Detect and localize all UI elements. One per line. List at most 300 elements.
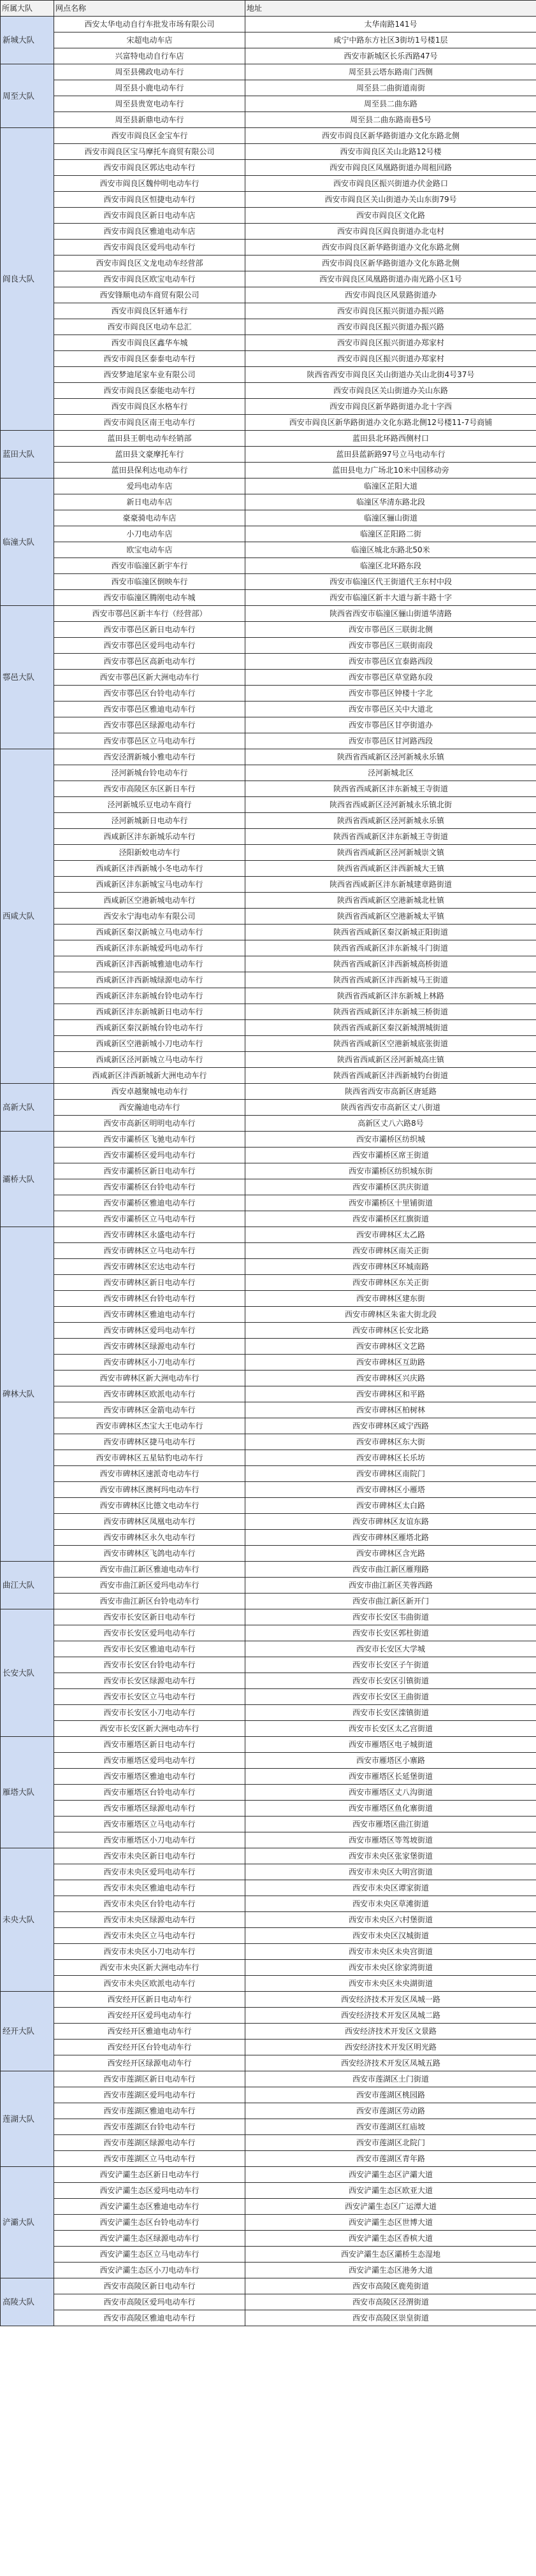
table-row — [1, 176, 536, 192]
table-row — [1, 1960, 536, 1976]
outlet-name-cell: 西安锋顺电动车商贸有限公司 — [54, 287, 245, 303]
address-cell: 西安浐灞生态区浐灞大道 — [245, 2167, 536, 2183]
table-row — [1, 2294, 536, 2310]
address-cell: 西安市未央区未央宫街道 — [245, 1944, 536, 1960]
outlet-name-cell: 泾河新城新日电动车行 — [54, 813, 245, 829]
address-cell: 陕西省西咸新区泾河新城崇文镇 — [245, 845, 536, 861]
address-cell: 西安市高陵区崇皇街道 — [245, 2310, 536, 2326]
address-cell: 蓝田县蓝新路97号立马电动车行 — [245, 447, 536, 463]
table-row — [1, 893, 536, 909]
address-cell: 陕西省西安市高新区丈八街道 — [245, 1100, 536, 1116]
outlet-name-cell: 西咸新区空港新城小刀电动车行 — [54, 1036, 245, 1052]
outlet-name-cell: 西安经开区台铃电动车行 — [54, 2040, 245, 2055]
address-cell: 西安浐灞生态区世博大道 — [245, 2215, 536, 2231]
outlet-name-cell: 西安市长安区小刀电动车行 — [54, 1705, 245, 1721]
table-row — [1, 1323, 536, 1339]
address-cell: 西安市碑林区含光路 — [245, 1546, 536, 1562]
table-row — [1, 925, 536, 940]
brigade-cell: 西咸大队 — [1, 749, 54, 1084]
table-row — [1, 510, 536, 526]
table-row — [1, 558, 536, 574]
header-address: 地址 — [245, 1, 536, 17]
outlet-name-cell: 西安市阎良区电动车总汇 — [54, 319, 245, 335]
outlet-name-cell: 西安市碑林区捷马电动车行 — [54, 1434, 245, 1450]
address-cell: 高新区丈八六路8号 — [245, 1116, 536, 1132]
outlet-name-cell: 豪豪骑电动车店 — [54, 510, 245, 526]
outlet-name-cell: 西安市碑林区飞鸽电动车行 — [54, 1546, 245, 1562]
outlet-name-cell: 西安市碑林区比德文电动车行 — [54, 1498, 245, 1514]
table-row — [1, 1195, 536, 1211]
address-cell: 西安市碑林区友谊东路 — [245, 1514, 536, 1530]
table-row — [1, 972, 536, 988]
table-row — [1, 1832, 536, 1848]
address-cell: 周至县云塔东路南门西侧 — [245, 64, 536, 80]
outlet-name-cell: 西安瀚迪电动车行 — [54, 1100, 245, 1116]
outlet-name-cell: 泾河新城乐豆电动车商行 — [54, 797, 245, 813]
outlet-name-cell: 西安市鄠邑区雅迪电动车行 — [54, 702, 245, 717]
outlet-name-cell: 西安市鄠邑区爱玛电动车行 — [54, 638, 245, 654]
address-cell: 西安市高陵区鹿苑街道 — [245, 2278, 536, 2294]
table-row — [1, 431, 536, 447]
address-cell: 陕西省西咸新区空港新城底张街道 — [245, 1036, 536, 1052]
address-cell: 西安市阎良区关山街道办关山东路 — [245, 383, 536, 399]
address-cell: 西安市临潼区新丰大道与新丰路十字 — [245, 590, 536, 606]
address-cell: 西安市雁塔区丈八沟街道 — [245, 1785, 536, 1801]
outlet-name-cell: 西安市长安区绿源电动车行 — [54, 1673, 245, 1689]
address-cell: 西安市雁塔区电子城街道 — [245, 1737, 536, 1753]
address-cell: 西安市阎良区凤凰路街道办南光路小区1号 — [245, 271, 536, 287]
table-body — [1, 17, 536, 2326]
brigade-cell: 碑林大队 — [1, 1227, 54, 1562]
outlet-name-cell: 西安市鄠邑区高新电动车行 — [54, 654, 245, 670]
outlet-name-cell: 欧宝电动车店 — [54, 542, 245, 558]
table-row — [1, 765, 536, 781]
table-row — [1, 303, 536, 319]
table-row — [1, 1609, 536, 1625]
table-row — [1, 1052, 536, 1068]
address-cell: 西安市鄠邑区甘亭街道办 — [245, 717, 536, 733]
table-row — [1, 1641, 536, 1657]
outlet-name-cell: 西咸新区沣东新城爱玛电动车行 — [54, 940, 245, 956]
address-cell: 西安市阎良区振兴街道办伏金路口 — [245, 176, 536, 192]
outlet-name-cell: 西安市碑林区永盛电动车行 — [54, 1227, 245, 1243]
address-cell: 西安市未央区六村堡街道 — [245, 1912, 536, 1928]
address-cell: 西安市阎良区新华路街道办文化东路北侧 — [245, 128, 536, 144]
address-cell: 陕西省西咸新区空港新城太平镇 — [245, 909, 536, 925]
outlet-name-cell: 西安市碑林区杰宝大王电动车行 — [54, 1418, 245, 1434]
outlet-name-cell: 西安市灞桥区爱玛电动车行 — [54, 1148, 245, 1163]
table-row — [1, 2024, 536, 2040]
address-cell: 陕西省西咸新区秦汉新城正阳街道 — [245, 925, 536, 940]
outlet-name-cell: 西安市碑林区绿源电动车行 — [54, 1339, 245, 1355]
brigade-cell: 临潼大队 — [1, 479, 54, 606]
outlet-name-cell: 西安永宁海电动车有限公司 — [54, 909, 245, 925]
outlet-name-cell: 西安经开区绿源电动车行 — [54, 2055, 245, 2071]
table-row — [1, 1530, 536, 1546]
outlet-name-cell: 西安市临潼区新宇车行 — [54, 558, 245, 574]
address-cell: 陕西省西咸新区沣西新城马王街道 — [245, 972, 536, 988]
address-cell: 西安市阎良区振兴街道办振兴路 — [245, 303, 536, 319]
address-cell: 西安经济技术开发区明光路 — [245, 2040, 536, 2055]
outlet-name-cell: 小刀电动车店 — [54, 526, 245, 542]
address-cell: 西安市长安区子午街道 — [245, 1657, 536, 1673]
address-cell: 临潼区华清东路北段 — [245, 494, 536, 510]
address-cell: 陕西省西咸新区泾河新城永乐镇 — [245, 749, 536, 765]
outlet-name-cell: 周至县贵宽电动车行 — [54, 96, 245, 112]
address-cell: 西安市灞桥区红旗街道 — [245, 1211, 536, 1227]
address-cell: 西安浐灞生态区灞桥生态湿地 — [245, 2247, 536, 2263]
outlet-name-cell: 西安浐灞生态区小刀电动车行 — [54, 2263, 245, 2278]
outlet-name-cell: 西安市阎良区欧宝电动车行 — [54, 271, 245, 287]
table-row — [1, 1880, 536, 1896]
outlet-name-cell: 西安市雁塔区爱玛电动车行 — [54, 1753, 245, 1769]
address-cell: 西安市阎良区风景路街道办 — [245, 287, 536, 303]
address-cell: 陕西省西咸新区沣东新城三桥街道 — [245, 1004, 536, 1020]
table-row — [1, 1466, 536, 1482]
table-row — [1, 1594, 536, 1609]
table-row — [1, 590, 536, 606]
outlet-name-cell: 西安市雁塔区绿源电动车行 — [54, 1801, 245, 1817]
table-row — [1, 1227, 536, 1243]
table-row — [1, 48, 536, 64]
table-row — [1, 1402, 536, 1418]
address-cell: 周至县二曲东路 — [245, 96, 536, 112]
table-header-row — [1, 1, 536, 17]
table-row — [1, 1673, 536, 1689]
address-cell: 西安市碑林区兴庆路 — [245, 1371, 536, 1386]
address-cell: 西安市灞桥区十里铺街道 — [245, 1195, 536, 1211]
brigade-cell: 浐灞大队 — [1, 2167, 54, 2278]
outlet-name-cell: 西安市未央区立马电动车行 — [54, 1928, 245, 1944]
table-row — [1, 686, 536, 702]
table-row — [1, 1100, 536, 1116]
outlet-name-cell: 西安市碑林区永久电动车行 — [54, 1530, 245, 1546]
address-cell: 西安市灞桥区洪庆街道 — [245, 1179, 536, 1195]
table-row — [1, 2263, 536, 2278]
table-row — [1, 494, 536, 510]
table-row — [1, 1992, 536, 2008]
address-cell: 西安市阎良区新华路街道办文化东路北侧12号楼11-7号商铺 — [245, 415, 536, 431]
table-row — [1, 1944, 536, 1960]
table-row — [1, 654, 536, 670]
table-row — [1, 447, 536, 463]
outlet-name-cell: 西安市阎良区南王电动车行 — [54, 415, 245, 431]
address-cell: 西安经济技术开发区文景路 — [245, 2024, 536, 2040]
table-row — [1, 1116, 536, 1132]
address-cell: 西安市曲江新区雁翔路 — [245, 1562, 536, 1578]
outlet-name-cell: 西安市雁塔区雅迪电动车行 — [54, 1769, 245, 1785]
table-row — [1, 1291, 536, 1307]
address-cell: 西安经济技术开发区凤城一路 — [245, 1992, 536, 2008]
address-cell: 西安市碑林区长乐坊 — [245, 1450, 536, 1466]
table-row — [1, 749, 536, 765]
table-row — [1, 2119, 536, 2135]
brigade-cell: 经开大队 — [1, 1992, 54, 2071]
table-row — [1, 1084, 536, 1100]
table-row — [1, 479, 536, 494]
table-row — [1, 2151, 536, 2167]
table-row — [1, 2215, 536, 2231]
table-row — [1, 351, 536, 367]
outlet-name-cell: 西安浐灞生态区绿源电动车行 — [54, 2231, 245, 2247]
table-row — [1, 64, 536, 80]
outlet-name-cell: 西咸新区沣西新城新大洲电动车行 — [54, 1068, 245, 1084]
address-cell: 西安市灞桥区纺织城 — [245, 1132, 536, 1148]
address-cell: 西安市阎良区振兴街道办郑家村 — [245, 351, 536, 367]
outlet-name-cell: 西安市高陵区雅迪电动车行 — [54, 2310, 245, 2326]
address-cell: 西安市雁塔区长延堡街道 — [245, 1769, 536, 1785]
outlet-name-cell: 西安市雁塔区新日电动车行 — [54, 1737, 245, 1753]
outlet-name-cell: 周至县小鹿电动车行 — [54, 80, 245, 96]
table-row — [1, 1259, 536, 1275]
address-cell: 西安市长安区韦曲街道 — [245, 1609, 536, 1625]
address-cell: 临潼区骊山街道 — [245, 510, 536, 526]
address-cell: 西安市碑林区互助路 — [245, 1355, 536, 1371]
outlet-name-cell: 西安市阎良区爱玛电动车行 — [54, 240, 245, 255]
address-cell: 陕西省西安市阎良区关山街道办关山北街4号37号 — [245, 367, 536, 383]
outlet-name-cell: 西安市碑林区小刀电动车行 — [54, 1355, 245, 1371]
address-cell: 陕西省西咸新区沣东新城上林路 — [245, 988, 536, 1004]
table-row — [1, 574, 536, 590]
address-cell: 陕西省西咸新区沣西新城高桥街道 — [245, 956, 536, 972]
address-cell: 西安市碑林区太乙路 — [245, 1227, 536, 1243]
brigade-cell: 曲江大队 — [1, 1562, 54, 1609]
outlet-name-cell: 西安市临潼区倒映车行 — [54, 574, 245, 590]
address-cell: 陕西省西咸新区沣东新城斗门街道 — [245, 940, 536, 956]
table-row — [1, 271, 536, 287]
table-row — [1, 463, 536, 479]
address-cell: 西安市碑林区小雁塔 — [245, 1482, 536, 1498]
outlet-name-cell: 西安市莲湖区爱玛电动车行 — [54, 2087, 245, 2103]
table-row — [1, 1275, 536, 1291]
table-row — [1, 1864, 536, 1880]
address-cell: 西安市碑林区南关正街 — [245, 1243, 536, 1259]
address-cell: 西安市鄠邑区甘河路西段 — [245, 733, 536, 749]
outlet-name-cell: 西安市莲湖区雅迪电动车行 — [54, 2103, 245, 2119]
table-row — [1, 1068, 536, 1084]
outlet-name-cell: 西安市碑林区宏达电动车行 — [54, 1259, 245, 1275]
address-cell: 西安市阎良区振兴街道办振兴路 — [245, 319, 536, 335]
table-row — [1, 144, 536, 160]
table-row — [1, 542, 536, 558]
address-cell: 西安市莲湖区青年路 — [245, 2151, 536, 2167]
outlet-name-cell: 西安市阎良区泰能电动车行 — [54, 383, 245, 399]
table-row — [1, 1355, 536, 1371]
brigade-cell: 莲湖大队 — [1, 2071, 54, 2167]
outlet-name-cell: 西安市未央区欧派电动车行 — [54, 1976, 245, 1992]
address-cell: 西安市鄠邑区宜泰路西段 — [245, 654, 536, 670]
address-cell: 西安市碑林区咸宁西路 — [245, 1418, 536, 1434]
table-row — [1, 2055, 536, 2071]
address-cell: 临潼区北环路东段 — [245, 558, 536, 574]
table-row — [1, 1036, 536, 1052]
table-row — [1, 622, 536, 638]
brigade-cell: 新城大队 — [1, 17, 54, 64]
outlet-name-cell: 西安市碑林区澳柯玛电动车行 — [54, 1482, 245, 1498]
table-row — [1, 1498, 536, 1514]
table-row — [1, 96, 536, 112]
table-row — [1, 335, 536, 351]
address-cell: 西安市未央区张家堡街道 — [245, 1848, 536, 1864]
outlet-name-cell: 西咸新区沣东新城乐动车行 — [54, 829, 245, 845]
outlet-name-cell: 西咸新区秦汉新城台铃电动车行 — [54, 1020, 245, 1036]
table-row — [1, 2199, 536, 2215]
outlet-name-cell: 西安市鄠邑区台铃电动车行 — [54, 686, 245, 702]
address-cell: 西安市长安区大学城 — [245, 1641, 536, 1657]
table-row — [1, 845, 536, 861]
outlet-name-cell: 西安市曲江新区台铃电动车行 — [54, 1594, 245, 1609]
outlet-name-cell: 西安市碑林区新日电动车行 — [54, 1275, 245, 1291]
table-row — [1, 17, 536, 32]
address-cell: 西安市碑林区环城南路 — [245, 1259, 536, 1275]
outlet-name-cell: 西咸新区沣东新城宝马电动车行 — [54, 877, 245, 893]
outlet-name-cell: 西安市曲江新区爱玛电动车行 — [54, 1578, 245, 1594]
table-row — [1, 1817, 536, 1832]
address-cell: 西安市鄠邑区钟楼十字北 — [245, 686, 536, 702]
table-row — [1, 2310, 536, 2326]
address-cell: 西安市阎良区振兴街道办郑家村 — [245, 335, 536, 351]
table-row — [1, 1769, 536, 1785]
table-row — [1, 1243, 536, 1259]
outlet-name-cell: 西安市碑林区雅迪电动车行 — [54, 1307, 245, 1323]
table-row — [1, 2135, 536, 2151]
outlet-name-cell: 西安市鄠邑区立马电动车行 — [54, 733, 245, 749]
outlet-name-cell: 西安市莲湖区绿源电动车行 — [54, 2135, 245, 2151]
table-row — [1, 415, 536, 431]
table-row — [1, 1434, 536, 1450]
outlet-name-cell: 蓝田县文豪摩托车行 — [54, 447, 245, 463]
address-cell: 西安市长安区引镇街道 — [245, 1673, 536, 1689]
table-row — [1, 813, 536, 829]
table-row — [1, 1418, 536, 1434]
table-row — [1, 383, 536, 399]
table-row — [1, 1753, 536, 1769]
outlet-name-cell: 西安市高陵区新日电动车行 — [54, 2278, 245, 2294]
outlet-name-cell: 西安市曲江新区雅迪电动车行 — [54, 1562, 245, 1578]
outlet-name-cell: 西咸新区秦汉新城立马电动车行 — [54, 925, 245, 940]
address-cell: 西安市鄠邑区三联街南段 — [245, 638, 536, 654]
outlet-name-cell: 西安市阎良区恒捷电动车行 — [54, 192, 245, 208]
address-cell: 临潼区芷阳路二街 — [245, 526, 536, 542]
address-cell: 西安市碑林区长安北路 — [245, 1323, 536, 1339]
address-cell: 陕西省西咸新区泾河新城永乐镇 — [245, 813, 536, 829]
brigade-cell: 阎良大队 — [1, 128, 54, 431]
brigade-cell: 周至大队 — [1, 64, 54, 128]
table-row — [1, 1339, 536, 1355]
address-cell: 西安浐灞生态区港务大道 — [245, 2263, 536, 2278]
table-row — [1, 2103, 536, 2119]
table-row — [1, 2087, 536, 2103]
table-row — [1, 1482, 536, 1498]
table-row — [1, 1721, 536, 1737]
header-outlet-name: 网点名称 — [54, 1, 245, 17]
address-cell: 西安市阎良区文化路 — [245, 208, 536, 224]
address-cell: 西安市碑林区柏树林 — [245, 1402, 536, 1418]
address-cell: 咸宁中路东方社区3街坊1号楼1层 — [245, 32, 536, 48]
outlet-name-cell: 西咸新区沣东新城台铃电动车行 — [54, 988, 245, 1004]
outlet-name-cell: 西安经开区爱玛电动车行 — [54, 2008, 245, 2024]
outlet-name-cell: 西安市碑林区台铃电动车行 — [54, 1291, 245, 1307]
address-cell: 西安市阎良区阎良街道办北屯村 — [245, 224, 536, 240]
outlet-name-cell: 西咸新区沣东新城新日电动车行 — [54, 1004, 245, 1020]
outlet-name-cell: 爱玛电动车店 — [54, 479, 245, 494]
outlet-name-cell: 西安市莲湖区新日电动车行 — [54, 2071, 245, 2087]
table-row — [1, 1450, 536, 1466]
address-cell: 西安市未央区大明宫街道 — [245, 1864, 536, 1880]
address-cell: 西安市未央区徐家湾街道 — [245, 1960, 536, 1976]
address-cell: 临潼区芷阳大道 — [245, 479, 536, 494]
table-row — [1, 160, 536, 176]
table-row — [1, 1020, 536, 1036]
address-cell: 西安市鄠邑区关中大道北 — [245, 702, 536, 717]
table-row — [1, 1578, 536, 1594]
address-cell: 西安市鄠邑区三联街北侧 — [245, 622, 536, 638]
table-row — [1, 224, 536, 240]
table-row — [1, 2167, 536, 2183]
address-cell: 西安市阎良区凤凰路街道办周租回路 — [245, 160, 536, 176]
outlet-name-cell: 西咸新区沣西新城雅迪电动车行 — [54, 956, 245, 972]
address-cell: 西安市长安区滦镇街道 — [245, 1705, 536, 1721]
table-row — [1, 2247, 536, 2263]
address-cell: 西安浐灞生态区香槟大道 — [245, 2231, 536, 2247]
table-row — [1, 1705, 536, 1721]
address-cell: 西安市未央区汉城街道 — [245, 1928, 536, 1944]
table-row — [1, 670, 536, 686]
address-cell: 陕西省西咸新区沣西新城钓台街道 — [245, 1068, 536, 1084]
outlet-name-cell: 西安市阎良区雅迪电动车店 — [54, 224, 245, 240]
address-cell: 西安经济技术开发区凤城五路 — [245, 2055, 536, 2071]
address-cell: 蓝田县北环路西侧村口 — [245, 431, 536, 447]
address-cell: 西安市碑林区东关正街 — [245, 1275, 536, 1291]
table-row — [1, 988, 536, 1004]
address-cell: 西安市新城区长乐西路47号 — [245, 48, 536, 64]
outlet-name-cell: 西安市鄠邑区绿源电动车行 — [54, 717, 245, 733]
address-cell: 西安市雁塔区鱼化寨街道 — [245, 1801, 536, 1817]
address-cell: 西安市碑林区太白路 — [245, 1498, 536, 1514]
table-row — [1, 877, 536, 893]
address-cell: 西安市未央区未央湖街道 — [245, 1976, 536, 1992]
table-row — [1, 702, 536, 717]
table-row — [1, 2008, 536, 2024]
address-cell: 西安市未央区草滩街道 — [245, 1896, 536, 1912]
outlet-name-cell: 西安市未央区台铃电动车行 — [54, 1896, 245, 1912]
table-row — [1, 1148, 536, 1163]
outlet-name-cell: 西安市长安区爱玛电动车行 — [54, 1625, 245, 1641]
address-cell: 西安市莲湖区劳动路 — [245, 2103, 536, 2119]
outlet-name-cell: 西安市高陵区爱玛电动车行 — [54, 2294, 245, 2310]
address-cell: 西安市碑林区雁塔北路 — [245, 1530, 536, 1546]
outlet-name-cell: 西安市碑林区欧派电动车行 — [54, 1386, 245, 1402]
outlet-name-cell: 西安市未央区新大洲电动车行 — [54, 1960, 245, 1976]
outlet-name-cell: 西安浐灞生态区台铃电动车行 — [54, 2215, 245, 2231]
table-row — [1, 80, 536, 96]
address-cell: 陕西省西咸新区泾河新城永乐镇北街 — [245, 797, 536, 813]
outlet-name-cell: 西安市莲湖区立马电动车行 — [54, 2151, 245, 2167]
outlet-name-cell: 西安市未央区爱玛电动车行 — [54, 1864, 245, 1880]
outlet-name-cell: 泾河新城台铃电动车行 — [54, 765, 245, 781]
table-row — [1, 319, 536, 335]
brigade-cell: 雁塔大队 — [1, 1737, 54, 1848]
table-row — [1, 1896, 536, 1912]
outlet-name-cell: 蓝田县保利达电动车行 — [54, 463, 245, 479]
outlet-name-cell: 西安市长安区立马电动车行 — [54, 1689, 245, 1705]
table-row — [1, 367, 536, 383]
address-cell: 周至县二曲东路南巷5号 — [245, 112, 536, 128]
outlet-name-cell: 西安市阎良区轩通车行 — [54, 303, 245, 319]
address-cell: 蓝田县电力广场北10米中国移动旁 — [245, 463, 536, 479]
outlet-name-cell: 西安市未央区绿源电动车行 — [54, 1912, 245, 1928]
outlet-name-cell: 西安浐灞生态区立马电动车行 — [54, 2247, 245, 2263]
